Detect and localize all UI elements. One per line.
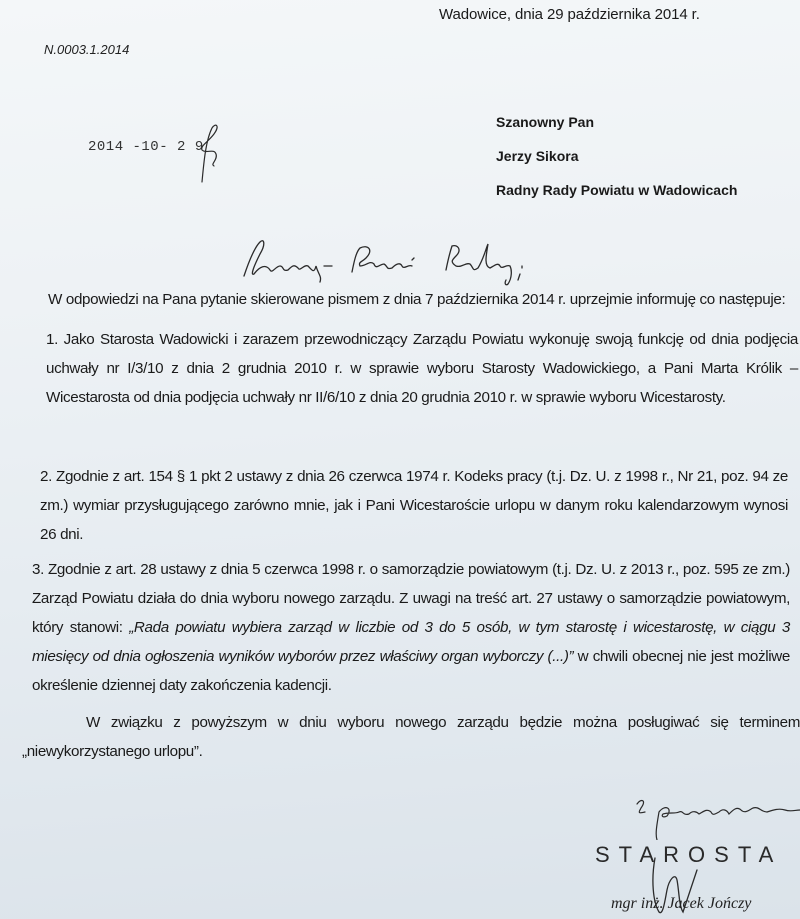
paragraph-point-1: 1. Jako Starosta Wadowicki i zarazem przewodniczący Zarządu Powiatu wykonuję swoją funkcję od dnia podjęcia uchwały nr I/3/10 z dnia 2 grudnia 2010 r. w sprawie wyboru Starosty Wadowickiego, a Pani Marta Królik – Wicestarosta od dnia podjęcia uchwały nr II/6/10 z dnia 20 grudnia 2010 r. w sprawie wyboru Wicestarosty. [46,331,798,406]
reference-number: N.0003.1.2014 [44,42,130,57]
paragraph-point-2: 2. Zgodnie z art. 154 § 1 pkt 2 ustawy z dnia 26 czerwca 1974 r. Kodeks pracy (t.j. Dz. U. z 1998 r., Nr 21, poz. 94 ze zm.) wymiar przysługującego zarówno mnie, jak i Pani Wicestaroście urlopu w danym roku kalendarzowym wynosi 26 dni. [40,468,788,543]
signature-block [595,790,800,919]
paragraph-conclusion [22,708,800,766]
salutation-text [0,0,1,1]
paragraph-point-3 [32,555,790,700]
paragraph-intro: W odpowiedzi na Pana pytanie skierowane pismem z dnia 7 października 2014 r. uprzejmie informuję co następuje: [48,291,786,308]
stamp-title: STAROSTA [595,842,783,867]
handwritten-salutation [236,236,581,288]
point-3-text: 3. Zgodnie z art. 28 ustawy z dnia 5 czerwca 1998 r. o samorządzie powiatowym (t.j. Dz. U. z 2013 r., poz. 595 ze zm.) Zarząd Powiatu działa do dnia wyboru nowego zarządu. Z uwagi na treść art. 27 ustawy o samorządzie powiatowym, który stanowi: [32,561,790,636]
handwritten-initial [188,120,228,190]
point-3-text-end: w chwili obecnej nie jest możliwe określenie dziennej daty zakończenia kadencji. [32,648,790,694]
conclusion-text: W związku z powyższym w dniu wyboru nowego zarządu będzie można posługiwać się terminem „niewykorzystanego urlopu”. [22,714,800,760]
recipient-name: Jerzy Sikora [496,148,579,164]
handwritten-closing [595,790,800,840]
stamp-name: mgr inż. Jacek Jończy [611,895,752,912]
place-and-date: Wadowice, dnia 29 października 2014 r. [439,6,700,23]
received-date-stamp: 2014 -10- 2 9 [88,139,204,155]
recipient-address [496,114,737,216]
recipient-salutation: Szanowny Pan [496,114,595,130]
point-3-quote: „Rada powiatu wybiera zarząd w liczbie od 3 do 5 osób, w tym starostę i wicestarostę, w ciągu 3 miesięcy od dnia ogłoszenia wyników wyborów przez właściwy organ wyborczy (...)” [32,619,790,665]
recipient-title: Radny Rady Powiatu w Wadowicach [496,182,738,198]
